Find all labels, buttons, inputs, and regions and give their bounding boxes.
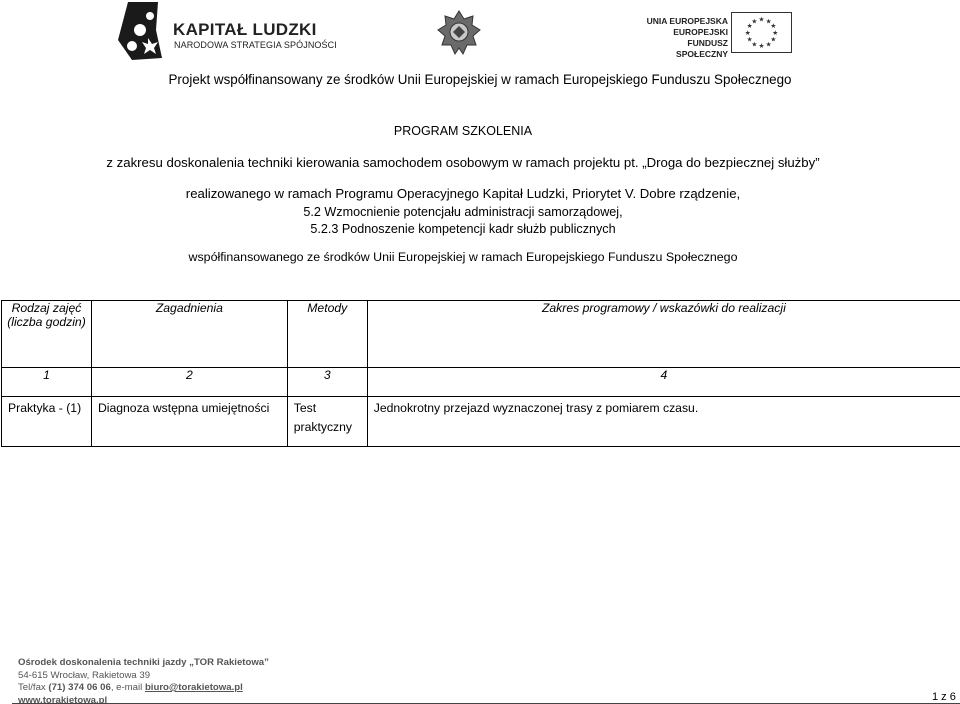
- row-method: [287, 397, 367, 447]
- table-row: [2, 397, 960, 447]
- eu-line-2: EUROPEJSKI: [673, 27, 728, 37]
- svg-text:★: ★: [770, 35, 777, 44]
- row-topic: Diagnoza wstępna umiejętności: [91, 397, 287, 447]
- program-line-submeasure: 5.2.3 Podnoszenie kompetencji kadr służb publicznych: [310, 222, 616, 236]
- eu-line-3: FUNDUSZ SPOŁECZNY: [676, 38, 728, 59]
- cofinancing-note: Projekt współfinansowany ze środków Unii Europejskiej w ramach Europejskiego Funduszu Społecznego: [168, 72, 792, 87]
- footer-email-label: , e-mail: [110, 682, 145, 693]
- svg-text:★: ★: [758, 15, 765, 24]
- page-number: 1 z 6: [932, 691, 956, 703]
- svg-text:★: ★: [765, 17, 772, 26]
- column-number: 3: [287, 368, 367, 397]
- column-number: 4: [367, 368, 960, 397]
- svg-text:★: ★: [772, 28, 779, 37]
- svg-text:★: ★: [751, 40, 758, 49]
- svg-text:★: ★: [751, 17, 758, 26]
- eu-flag-icon: [731, 12, 792, 53]
- footer-address: 54-615 Wrocław, Rakietowa 39: [18, 669, 151, 681]
- program-subtitle: z zakresu doskonalenia techniki kierowania samochodem osobowym w ramach projektu pt. „Droga do bezpiecznej służby”: [106, 155, 820, 170]
- svg-text:★: ★: [744, 28, 751, 37]
- footer-company: Ośrodek doskonalenia techniki jazdy „TOR Rakietowa”: [18, 657, 269, 668]
- footer-contact-line: [18, 682, 269, 695]
- row-class-type: Praktyka - (1): [2, 397, 92, 447]
- eu-line-1: UNIA EUROPEJSKA: [646, 16, 728, 26]
- kapital-ludzki-subtitle: NARODOWA STRATEGIA SPÓJNOŚCI: [174, 40, 337, 50]
- header-methods: Metody: [287, 301, 367, 368]
- row-method-line-1: Test: [293, 401, 317, 415]
- program-heading: PROGRAM SZKOLENIA: [393, 124, 533, 138]
- program-line-measure: 5.2 Wzmocnienie potencjału administracji samorządowej,: [303, 205, 623, 219]
- kapital-ludzki-emblem-icon: [118, 0, 162, 62]
- program-line-priority: realizowanego w ramach Programu Operacyjnego Kapitał Ludzki, Priorytet V. Dobre rządzenie,: [185, 186, 741, 201]
- footer-email-link[interactable]: biuro@torakietowa.pl: [144, 682, 243, 693]
- row-method-line-2: praktyczny: [293, 420, 353, 434]
- header-class-type-label: Rodzaj zajęć: [11, 301, 82, 315]
- footer-website-link[interactable]: www.torakietowa.pl: [18, 694, 108, 704]
- kapital-ludzki-title: KAPITAŁ LUDZKI: [173, 20, 317, 39]
- footer-contact: [18, 657, 269, 704]
- program-line-funding: współfinansowanego ze środków Unii Europejskiej w ramach Europejskiego Funduszu Społecznego: [188, 250, 738, 264]
- column-number: 2: [91, 368, 287, 397]
- svg-text:★: ★: [770, 22, 777, 31]
- header-class-type-sub: (liczba godzin): [7, 315, 86, 329]
- svg-text:★: ★: [765, 40, 772, 49]
- kapital-ludzki-logo: [118, 0, 337, 62]
- svg-text:★: ★: [746, 35, 753, 44]
- police-star-emblem-icon: [437, 10, 481, 56]
- header-topics: Zagadnienia: [91, 301, 287, 368]
- eu-fund-label: [640, 16, 728, 60]
- svg-text:★: ★: [758, 42, 765, 51]
- program-table: [1, 300, 960, 447]
- column-number: 1: [2, 368, 92, 397]
- header-class-type: [2, 301, 92, 368]
- header-scope: Zakres programowy / wskazówki do realizacji: [367, 301, 960, 368]
- footer-tel: (71) 374 06 06: [48, 682, 111, 693]
- svg-text:★: ★: [746, 22, 753, 31]
- footer-tel-label: Tel/fax: [18, 682, 49, 693]
- table-number-row: [2, 368, 960, 397]
- row-scope: Jednokrotny przejazd wyznaczonej trasy z pomiarem czasu.: [367, 397, 960, 447]
- table-header-row: [2, 301, 960, 368]
